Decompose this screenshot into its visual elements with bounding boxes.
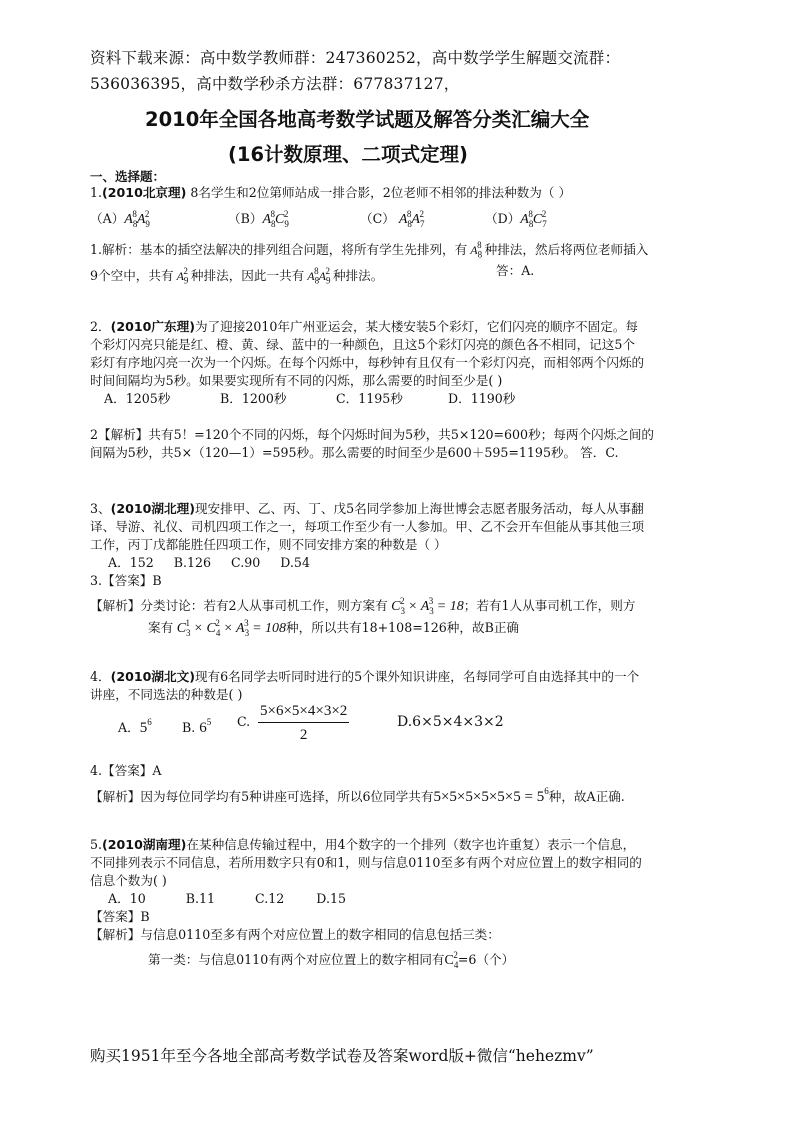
q2-solution-line-1: 2【解析】共有5！=120个不同的闪烁，每个闪烁时间为5秒，共5×120=600秒；每两个闪烁之间的 [90,427,655,442]
q3-stem-line-2: 译、导游、礼仪、司机四项工作之一，每项工作至少有一人参加。甲、乙不会开车但能从事其他三项 [90,519,645,534]
q5-analysis-line-1: 【解析】与信息0110至多有两个对应位置上的数字相同的信息包括三类： [90,927,500,942]
q2-option-b: B．1200秒 [220,391,287,406]
q4-stem-line-2: 讲座，不同选法的种数是( ) [90,687,243,702]
section-heading: 一、选择题： [90,169,166,184]
q3-stem-line-1: 3、(2010湖北理)现安排甲、乙、丙、丁、戊5名同学参加上海世博会志愿者服务活动，每人从事翻 [90,501,644,516]
q2-solution-line-2: 间隔为5秒，共5×（120—1）=595秒。那么需要的时间至少是600＋595=1195秒。 答．C. [90,445,619,460]
q4-fraction-denominator: 2 [299,727,308,743]
q5-source: (2010湖南理) [102,837,187,852]
q2-number: 2． [90,319,111,334]
document-subtitle: (16计数原理、二项式定理) [228,143,468,166]
q2-stem-line-1: 2．(2010广东理)为了迎接2010年广州亚运会，某大楼安装5个彩灯，它们闪亮的顺序不固定。每 [90,319,639,334]
document-title: 2010年全国各地高考数学试题及解答分类汇编大全 [145,108,590,131]
q5-options: A．10 B.11 C.12 D.15 [108,891,346,906]
q3-analysis-line-2: 案有 $C_3^1 \times C_4^2 \times A_3^3 = 108$种，所以共有18+108=126种，故B正确 [148,618,520,638]
q2-option-a: A．1205秒 [104,391,171,406]
q5-answer: 【答案】B [90,909,150,924]
q1-number: 1. [90,185,103,200]
q1-stem [90,184,571,202]
q4-option-b: B. $6^5$ [182,717,212,736]
q4-option-a: A．$5^6$ [118,717,152,736]
q5-stem-line-2: 不同排列表示不同信息，若所用数字只有0和1，则与信息0110至多有两个对应位置上的数字相同的 [90,855,642,870]
header-line-1: 资料下载来源：高中数学教师群：247360252，高中数学学生解题交流群： [90,49,621,67]
q5-number: 5. [90,837,103,852]
q2-stem-line-2: 个彩灯闪亮只能是红、橙、黄、绿、蓝中的一种颜色，且这5个彩灯闪亮的颜色各不相同，记这5个 [90,337,635,352]
q1-option-d: $(D)A_8^8C_7^2$ [485,209,547,229]
q4-number: 4． [90,669,111,684]
q3-number: 3、 [90,501,111,516]
footer-note: 购买1951年至今各地全部高考数学试卷及答案word版+微信“hehezmv” [90,1047,594,1065]
q4-option-d: D.6×5×4×3×2 [397,714,504,730]
q1-solution-line-2: 9个空中，共有 $A_9^2$ 种排法，因此一共有 $A_8^8A_9^2$ 种排法。 [90,266,384,286]
q3-answer: 3.【答案】B [90,573,162,588]
q2-option-d: D．1190秒 [448,391,516,406]
q2-stem-line-4: 时间间隔均为5秒。如果要实现所有不同的闪烁，那么需要的时间至少是( ) [90,373,503,388]
q2-stem-line-3: 彩灯有序地闪亮一次为一个闪烁。在每个闪烁中，每秒钟有且仅有一个彩灯闪亮，而相邻两个闪烁的 [90,355,645,370]
q1-option-a: $(A)A_8^8A_9^2$ [90,209,150,229]
q4-option-c-fraction [258,703,349,744]
q1-answer: 答：A. [496,263,535,278]
q4-answer: 4.【答案】A [90,763,162,778]
q5-stem-line-3: 信息个数为( ) [90,873,167,888]
q1-source: (2010北京理) [102,185,187,200]
q1-text: 8名学生和2位第师站成一排合影，2位老师不相邻的排法种数为（ ） [190,185,572,200]
q3-options: A．152 B.126 C.90 D.54 [108,555,310,570]
header-line-2: 536036395，高中数学秒杀方法群：677837127， [90,75,460,93]
q4-fraction-numerator: 5×6×5×4×3×2 [258,703,349,723]
q5-stem-line-1: 5.(2010湖南理)在某种信息传输过程中，用4个数字的一个排列（数字也许重复）表示一个信息， [90,837,636,852]
q4-option-c-label: C. [237,714,251,729]
q3-analysis-line-1: 【解析】分类讨论：若有2人从事司机工作，则方案有 $C_3^2 \times A_3^3 = 18$；若有1人从事司机工作，则方 [90,596,636,616]
q2-option-c: C．1195秒 [336,391,403,406]
q1-option-b: $(B)A_8^8C_9^2$ [228,209,289,229]
q4-stem-line-1: 4．(2010湖北文)现有6名同学去听同时进行的5个课外知识讲座，名每同学可自由选择其中的一个 [90,669,640,684]
q3-source: (2010湖北理) [110,501,195,516]
q4-analysis: 【解析】因为每位同学均有5种讲座可选择，所以6位同学共有$5\times 5\times 5\times 5\times 5\times 5 = 5^6$种，故A正确. [90,786,625,805]
q3-stem-line-3: 工作，丙丁戊都能胜任四项工作，则不同安排方案的种数是（ ） [90,537,447,552]
q2-source: (2010广东理) [110,319,195,334]
q4-source: (2010湖北文) [110,669,195,684]
q1-solution-line-1: 1.解析：基本的插空法解决的排列组合问题，将所有学生先排列，有 $A_8^8$ 种排法，然后将两位老师插入 [90,240,649,260]
q5-analysis-line-2: 第一类：与信息0110有两个对应位置上的数字相同有$C_4^2=6$（个） [148,950,515,970]
q1-option-c: （C） $A_8^8A_7^2$ [360,209,425,229]
